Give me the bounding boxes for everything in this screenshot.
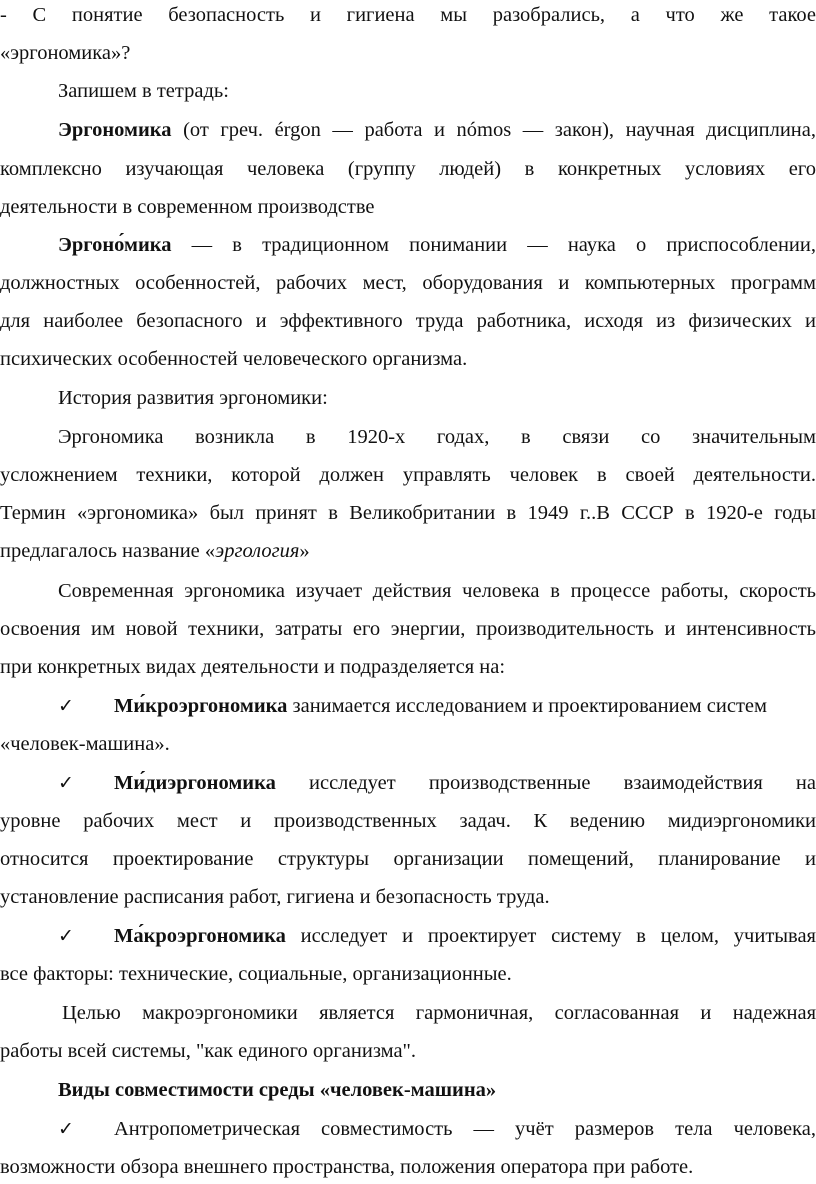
bullet-anthropometric-line-1 [58, 1116, 816, 1146]
bullet-midi-line-4: установление расписания работ, гигиена и безопасность труда. [0, 886, 550, 908]
definition-1-line-3: деятельности в современном производстве [0, 196, 375, 218]
goal-line-2: работы всей системы, "как единого организма". [0, 1040, 417, 1062]
bullet-anthropometric-text: Антропометрическая совместимость — учёт размеров тела человека, [114, 1118, 816, 1140]
bullet-midi-line-1 [58, 770, 816, 800]
goal-line-1: Целью макроэргономики является гармоничная, согласованная и надежная [62, 1002, 816, 1024]
compatibility-heading: Виды совместимости среды «человек-машина» [58, 1079, 497, 1101]
checkmark-icon: ✓ [58, 772, 74, 794]
checkmark-icon: ✓ [58, 1118, 74, 1140]
notebook-line: Запишем в тетрадь: [58, 80, 229, 102]
term-ergology: эргология [215, 540, 300, 562]
intro-line-1: - С понятие безопасность и гигиена мы разобрались, а что же такое [0, 4, 816, 26]
definition-2-line-2: должностных особенностей, рабочих мест, оборудования и компьютерных программ [0, 272, 816, 294]
modern-line-3: при конкретных видах деятельности и подразделяется на: [0, 656, 506, 678]
bullet-midi-line-3: относится проектирование структуры организации помещений, планирование и [0, 848, 816, 870]
definition-2-line-1 [58, 232, 816, 262]
term-microergonomics: Ми́кроэргономика [114, 695, 288, 717]
bullet-midi-line-2: уровне рабочих мест и производственных задач. К ведению мидиэргономики [0, 810, 816, 832]
term-ergonomics-accented: Эргоно́мика [58, 234, 172, 256]
bullet-macro-text: исследует и проектирует систему в целом, учитывая [285, 925, 816, 947]
bullet-macro-line-1 [58, 923, 816, 953]
history-line-4-pre: предлагалось название « [0, 540, 216, 562]
modern-line-2: освоения им новой техники, затраты его энергии, производительность и интенсивность [0, 618, 816, 640]
definition-2-line-4: психических особенностей человеческого организма. [0, 348, 468, 370]
definition-1-text: (от греч. érgon — работа и nómos — закон), научная дисциплина, [171, 119, 816, 141]
term-ergonomics: Эргономика [58, 119, 172, 141]
bullet-micro-line-2: «человек-машина». [0, 733, 170, 755]
modern-line-1: Современная эргономика изучает действия человека в процессе работы, скорость [58, 580, 816, 602]
term-midiergonomics: Ми́диэргономика [114, 772, 276, 794]
definition-1-line-2: комплексно изучающая человека (группу людей) в конкретных условиях его [0, 158, 816, 180]
history-line-2: усложнением техники, которой должен управлять человек в своей деятельности. [0, 464, 816, 486]
history-line-3: Термин «эргономика» был принят в Великобритании в 1949 г..В СССР в 1920-е годы [0, 502, 816, 524]
term-macroergonomics: Ма́кроэргономика [114, 925, 286, 947]
history-line-4 [0, 538, 816, 568]
history-line-4-post: » [299, 540, 310, 562]
history-line-1: Эргономика возникла в 1920-х годах, в связи со значительным [58, 426, 816, 448]
history-heading: История развития эргономики: [58, 387, 328, 409]
intro-line-2: «эргономика»? [0, 42, 131, 64]
definition-2-line-3: для наиболее безопасного и эффективного труда работника, исходя из физических и [0, 310, 816, 332]
checkmark-icon: ✓ [58, 695, 74, 717]
bullet-micro-text: занимается исследованием и проектированием систем [287, 695, 767, 717]
checkmark-icon: ✓ [58, 925, 74, 947]
definition-2-text: — в традиционном понимании — наука о приспособлении, [171, 234, 816, 256]
bullet-midi-text: исследует производственные взаимодействия на [275, 772, 816, 794]
bullet-anthropometric-line-2: возможности обзора внешнего пространства, положения оператора при работе. [0, 1156, 694, 1178]
definition-1-line-1 [58, 117, 816, 147]
bullet-macro-line-2: все факторы: технические, социальные, организационные. [0, 963, 512, 985]
bullet-micro-line-1 [58, 693, 816, 723]
